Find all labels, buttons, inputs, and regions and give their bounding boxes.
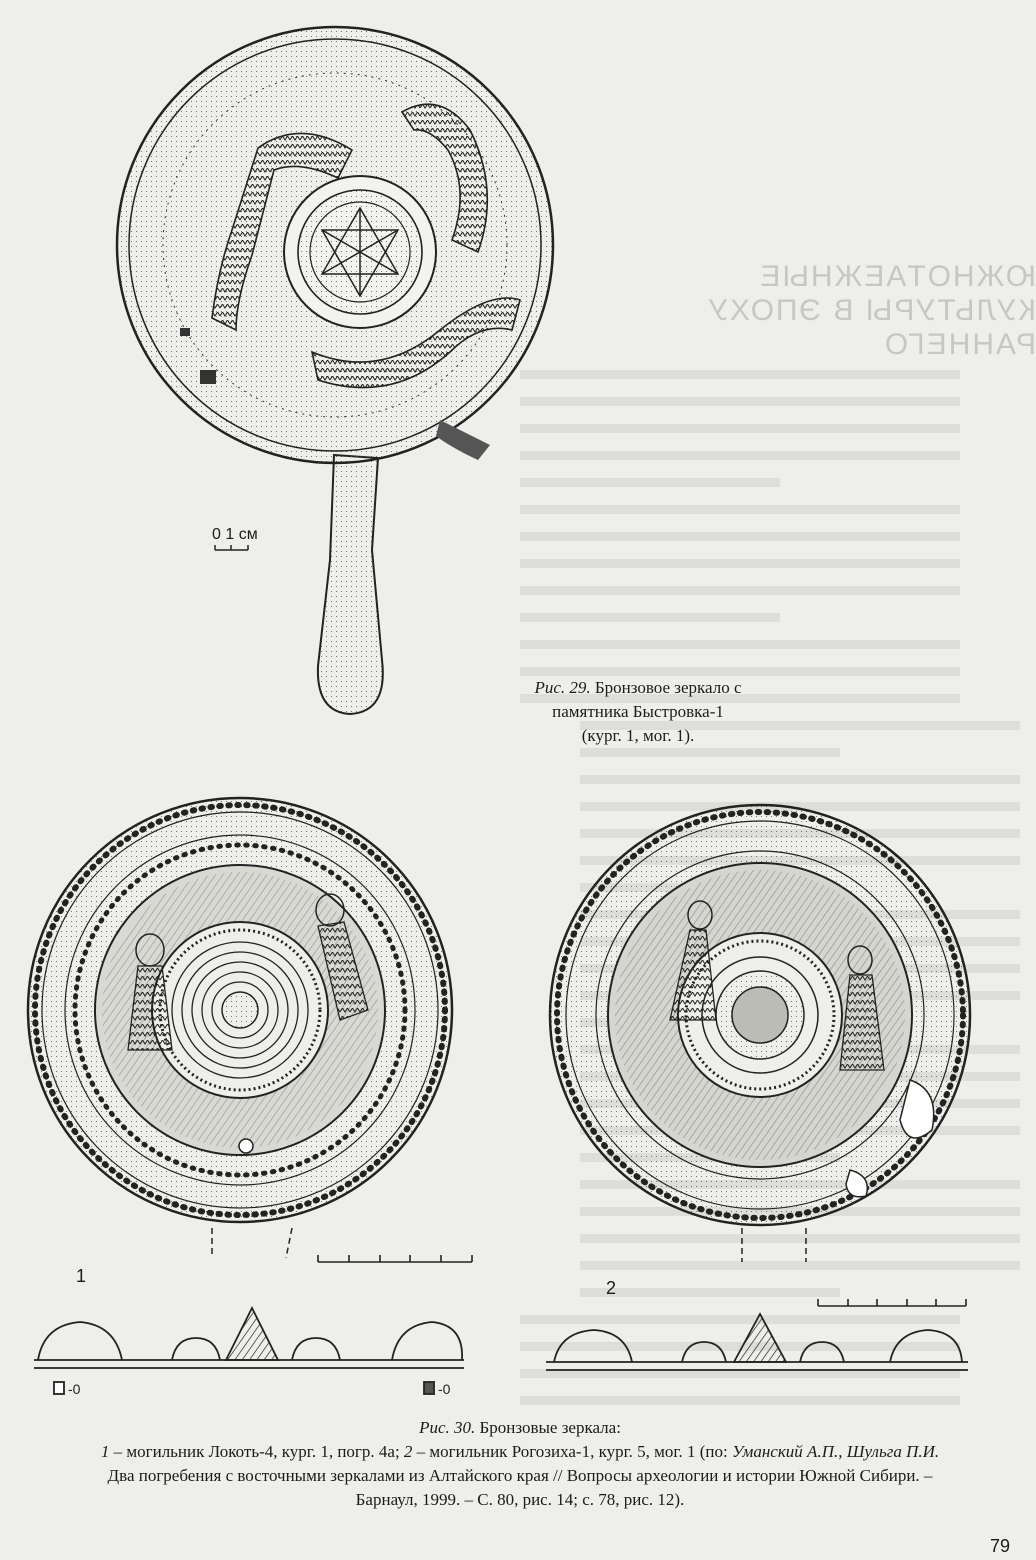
fig30-mirror-1 [28, 798, 452, 1258]
fig30-authors: Уманский А.П., Шульга П.И. [731, 1442, 940, 1461]
svg-text:-0: -0 [68, 1381, 81, 1397]
page-number: 79 [989, 1536, 1010, 1556]
fig30-item2-label: 2 [606, 1278, 617, 1298]
fig30-mirror-2 [550, 805, 970, 1262]
fig30-reference-line2: Два погребения с восточными зеркалами из Алтайского края // Вопросы археологии и истории Южной Сибири. – [107, 1466, 933, 1485]
fig29-caption-line2: (кург. 1, мог. 1). [581, 726, 695, 745]
fig29-mirror [117, 27, 553, 714]
fig30-item1-num: 1 [100, 1442, 110, 1461]
fig30-caption [20, 1416, 1020, 1512]
fig30-item2-text: – могильник Рогозиха-1, кург. 5, мог. 1 (по: [416, 1442, 728, 1461]
fig29-scale-label: 0 1 см [212, 526, 258, 543]
fig29-handle [318, 455, 383, 714]
fig30-reference-line3: Барнаул, 1999. – С. 80, рис. 14; с. 78, рис. 12). [355, 1490, 685, 1509]
bleed-through-title: ЮЖНОТАЕЖНЫЕ КУЛЬТУРЫ В ЭПОХУ РАННЕГО [706, 260, 1036, 361]
svg-text:-0: -0 [438, 1381, 451, 1397]
fig30-m2-scale-bar [818, 1299, 966, 1306]
fig30-m1-profile [34, 1308, 464, 1397]
fig29-scale-bar [215, 545, 248, 550]
fig30-caption-label: Рис. 30. [419, 1418, 476, 1437]
fig30-m2-profile [546, 1314, 968, 1370]
fig29-caption [498, 676, 778, 748]
fig29-caption-label: Рис. 29. [534, 678, 591, 697]
fig29-caption-text: Бронзовое зеркало с памятника Быстровка-1 [552, 678, 742, 721]
fig30-item1-label: 1 [76, 1266, 87, 1286]
fig30-caption-title: Бронзовые зеркала: [479, 1418, 621, 1437]
fig30-item1-text: – могильник Локоть-4, кург. 1, погр. 4а; [113, 1442, 400, 1461]
fig30-item2-num: 2 [403, 1442, 413, 1461]
fig30-m1-scale-bar [318, 1255, 472, 1262]
